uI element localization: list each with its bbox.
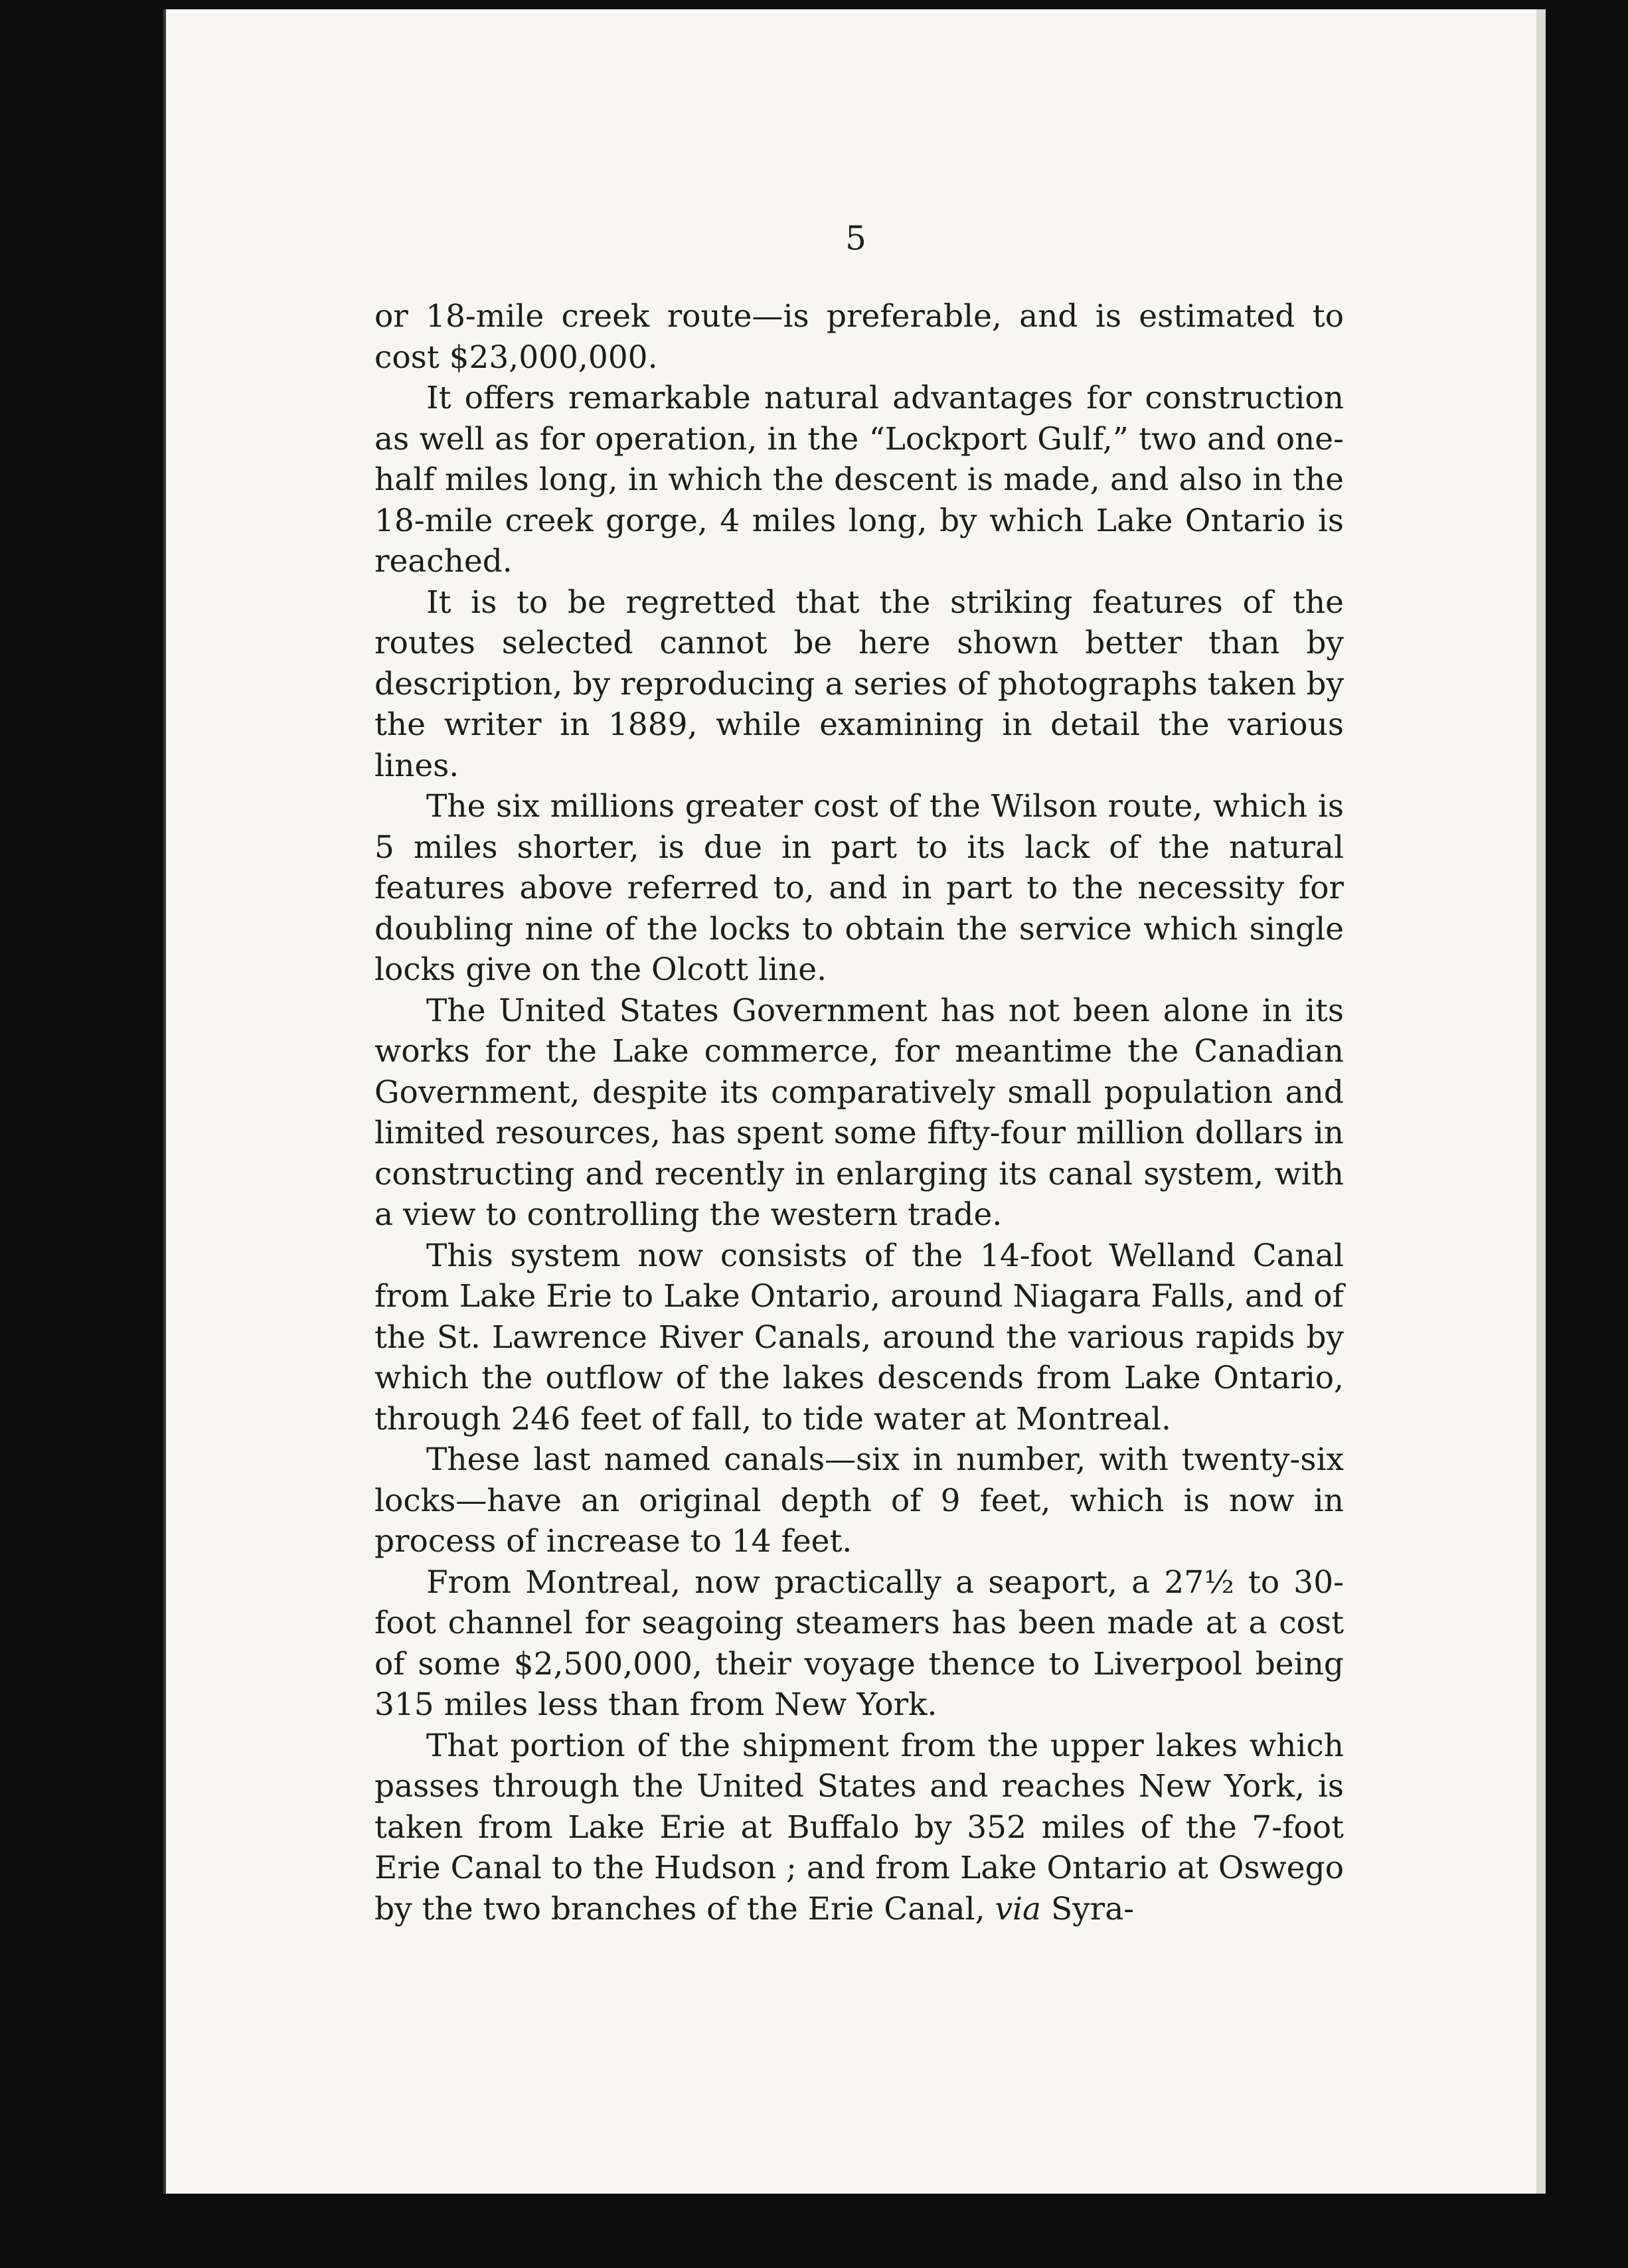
paragraph-3: It is to be regretted that the striking features of the routes selected cannot be here shown better than by description, by reproducing a series of photographs taken by the writer in 1889, while examining in detail the various lines. <box>374 584 1344 784</box>
paragraph-9-text: That portion of the shipment from the upper lakes which passes through the United States and reaches New York, is taken from Lake Erie at Buffalo by 352 miles of the 7-foot Erie Canal to the Hudson ; and from Lake Ontario at Oswego by the two branches of the Erie Canal, <box>374 1727 1344 1927</box>
paragraph-7: These last named canals—six in number, with twenty-six locks—have an original depth of 9 feet, which is now in process of increase to 14 feet. <box>374 1441 1344 1560</box>
body-text <box>374 296 1344 1929</box>
paragraph-5: The United States Government has not been alone in its works for the Lake commerce, for meantime the Canadian Government, despite its comparatively small population and limited resources, has spent some fifty-four million dollars in constructing and recently in enlarging its canal system, with a view to controlling the western trade. <box>374 992 1344 1233</box>
page-edge <box>1536 9 1546 2194</box>
paragraph-9-end: Syra- <box>1041 1890 1135 1927</box>
paragraph-2: It offers remarkable natural advantages for construction as well as for operation, in the “Lockport Gulf,” two and one-half miles long, in which the descent is made, and also in the 18-mile creek gorge, 4 miles long, by which Lake Ontario is reached. <box>374 380 1344 580</box>
page-number: 5 <box>845 219 866 258</box>
paragraph-4: The six millions greater cost of the Wilson route, which is 5 miles shorter, is due in part to its lack of the natural features above referred to, and in part to the necessity for doubling nine of the locks to obtain the service which single locks give on the Olcott line. <box>374 788 1344 988</box>
paragraph-9 <box>374 1726 1344 1930</box>
paragraph-9-italic: via <box>995 1890 1042 1927</box>
book-page <box>163 9 1546 2194</box>
paragraph-8: From Montreal, now practically a seaport, a 27½ to 30-foot channel for seagoing steamers has been made at a cost of some $2,500,000, their voyage thence to Liverpool being 315 miles less than from New York. <box>374 1564 1344 1723</box>
paragraph-6: This system now consists of the 14-foot Welland Canal from Lake Erie to Lake Ontario, around Niagara Falls, and of the St. Lawrence River Canals, around the various rapids by which the outflow of the lakes descends from Lake Ontario, through 246 feet of fall, to tide water at Montreal. <box>374 1237 1344 1437</box>
paragraph-1: or 18-mile creek route—is preferable, and is estimated to cost $23,000,000. <box>374 298 1344 376</box>
